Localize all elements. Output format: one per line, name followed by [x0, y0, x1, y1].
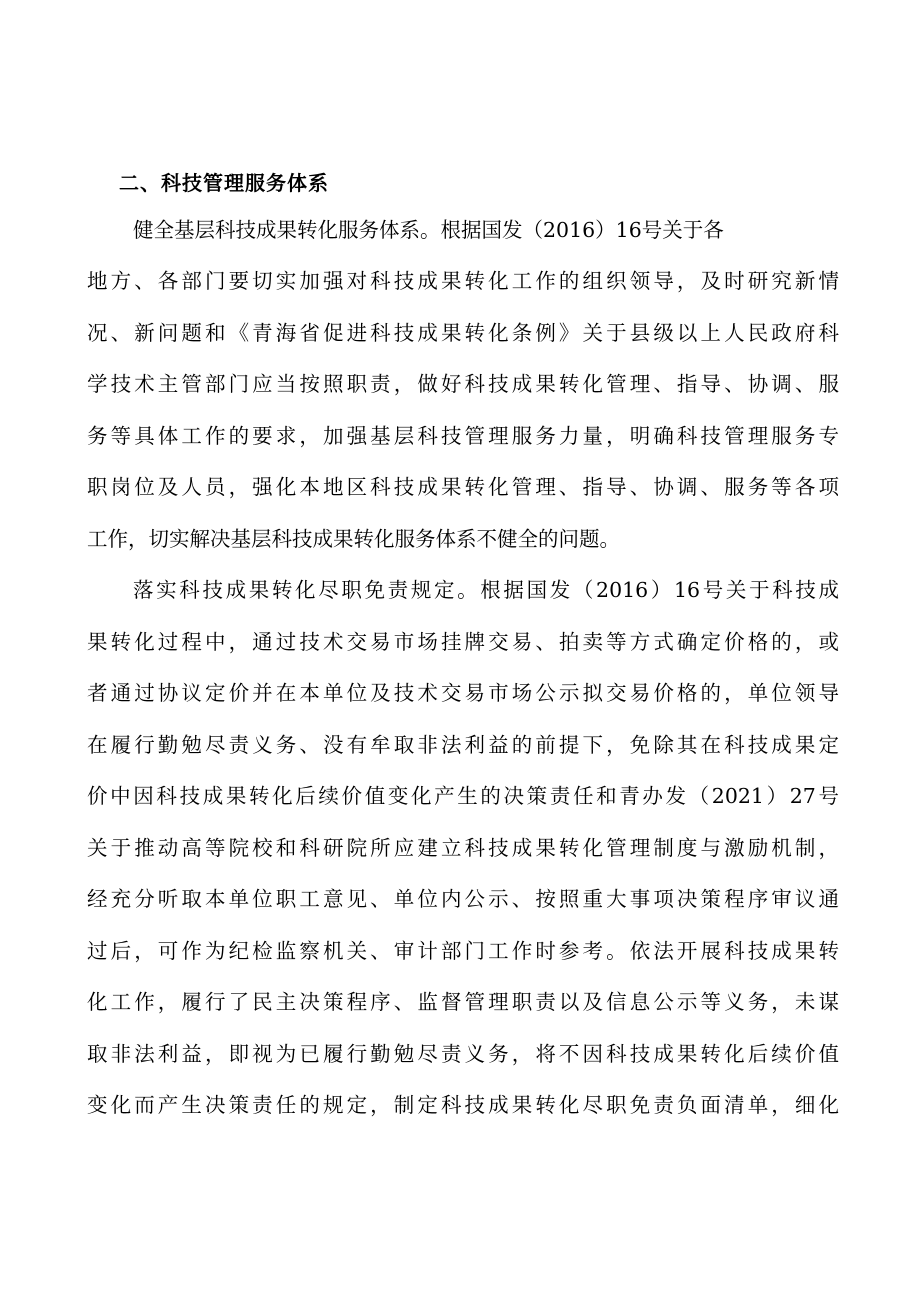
paragraph-1-line-2: 地方、各部门要切实加强对科技成果转化工作的组织领导，及时研究新情 — [87, 269, 839, 293]
paragraph-2-line-10: 取非法利益，即视为已履行勤勉尽责义务，将不因科技成果转化后续价值 — [87, 1042, 839, 1066]
section-heading: 二、科技管理服务体系 — [119, 171, 329, 195]
paragraph-2-line-9: 化工作，履行了民主决策程序、监督管理职责以及信息公示等义务，未谋 — [87, 990, 839, 1014]
paragraph-2-line-5: 价中因科技成果转化后续价值变化产生的决策责任和青办发（2021）27号 — [87, 784, 839, 808]
paragraph-2-line-2: 果转化过程中，通过技术交易市场挂牌交易、拍卖等方式确定价格的，或 — [87, 630, 839, 654]
paragraph-2-line-6: 关于推动高等院校和科研院所应建立科技成果转化管理制度与激励机制， — [87, 836, 839, 860]
paragraph-2-line-3: 者通过协议定价并在本单位及技术交易市场公示拟交易价格的，单位领导 — [87, 681, 839, 705]
paragraph-2-line-7: 经充分听取本单位职工意见、单位内公示、按照重大事项决策程序审议通 — [87, 887, 839, 911]
paragraph-2-line-8: 过后，可作为纪检监察机关、审计部门工作时参考。依法开展科技成果转 — [87, 939, 839, 963]
paragraph-1-line-7: 工作，切实解决基层科技成果转化服务体系不健全的问题。 — [87, 527, 620, 551]
paragraph-1-line-1: 健全基层科技成果转化服务体系。根据国发（2016）16号关于各 — [133, 218, 724, 242]
paragraph-1-line-5: 务等具体工作的要求，加强基层科技管理服务力量，明确科技管理服务专 — [87, 424, 839, 448]
paragraph-1-line-3: 况、新问题和《青海省促进科技成果转化条例》关于县级以上人民政府科 — [87, 321, 839, 345]
paragraph-1-line-4: 学技术主管部门应当按照职责，做好科技成果转化管理、指导、协调、服 — [87, 372, 839, 396]
paragraph-2-line-4: 在履行勤勉尽责义务、没有牟取非法利益的前提下，免除其在科技成果定 — [87, 733, 839, 757]
paragraph-2-line-11: 变化而产生决策责任的规定，制定科技成果转化尽职免责负面清单，细化 — [87, 1093, 839, 1117]
paragraph-2-line-1: 落实科技成果转化尽职免责规定。根据国发（2016）16号关于科技成 — [133, 578, 839, 602]
paragraph-1-line-6: 职岗位及人员，强化本地区科技成果转化管理、指导、协调、服务等各项 — [87, 475, 839, 499]
